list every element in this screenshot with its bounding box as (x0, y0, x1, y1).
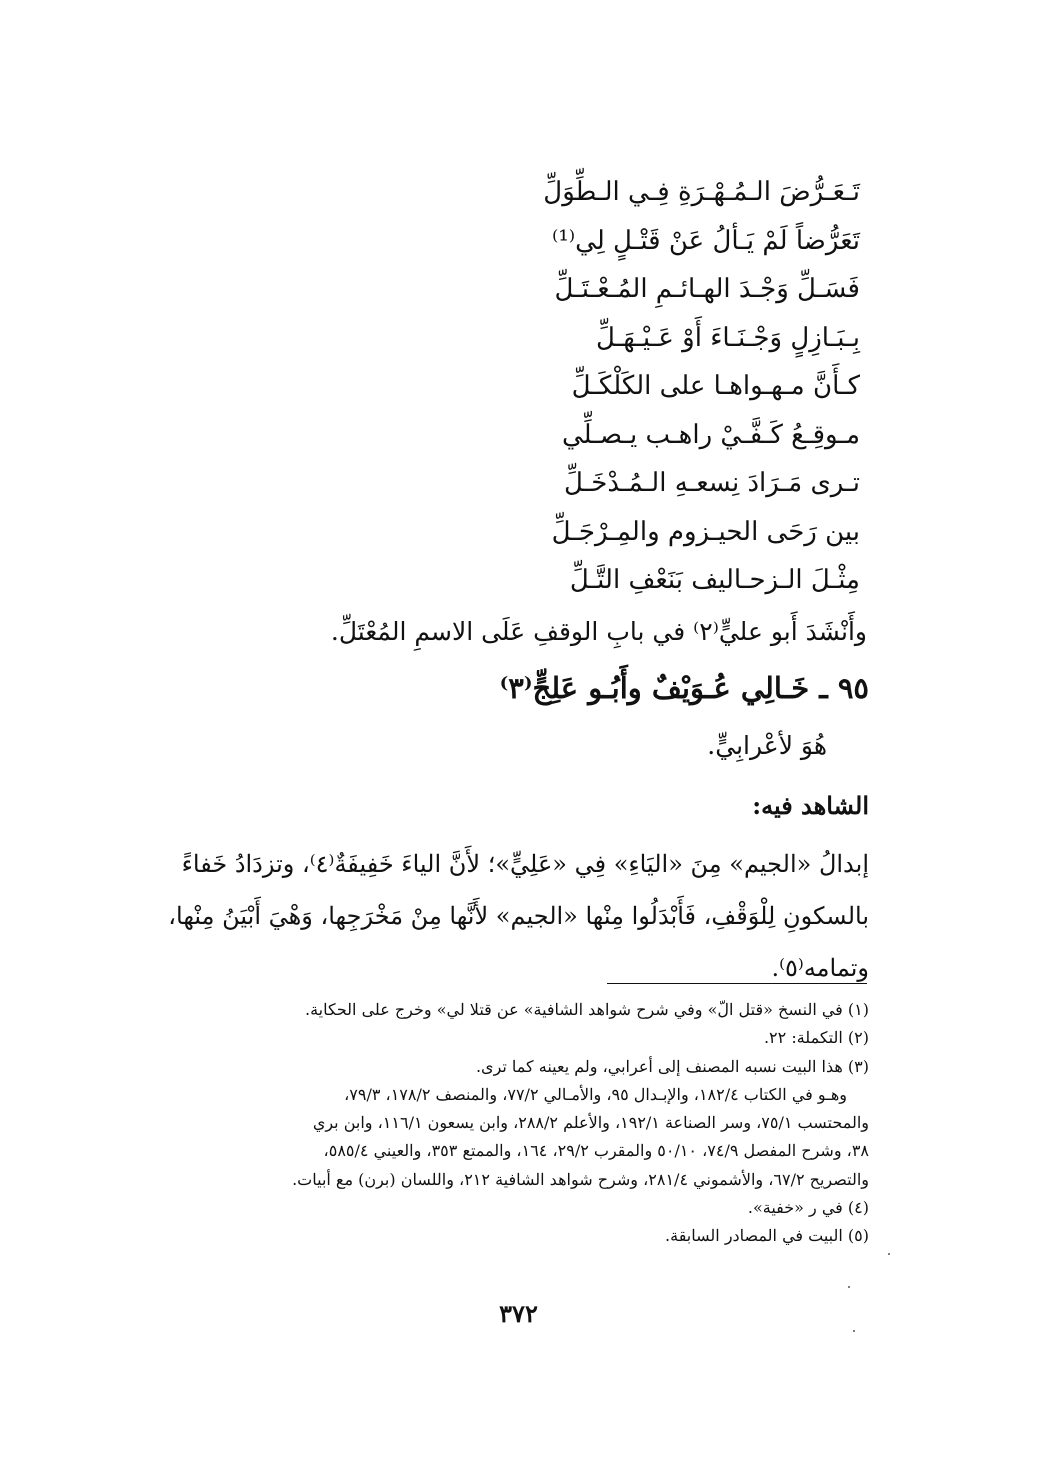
scan-speck (888, 1253, 890, 1255)
footnote-line: والمحتسب ٧٥/١، وسر الصناعة ١٩٢/١، والأعلم ٢٨٨/٢، وابن يسعون ١١٦/١، وابن بري (312, 1113, 869, 1133)
footnote-line: (٤) في ر «خفية». (747, 1198, 869, 1218)
body-line: إبدالُ «الجيم» مِنَ «اليَاءِ» فِي «عَلِيٍّ»؛ لأَنَّ الياءَ خَفِيفَةٌ⁽٤⁾، وتزدَادُ خَفاءً (181, 850, 869, 878)
poem-line: فَسَـلِّ وَجْـدَ الهـائـمِ المُـعْـتَـلِّ (554, 274, 860, 304)
poem-line: مِثْـلَ الـزحـاليف بَنَعْفِ التَّـلِّ (569, 565, 860, 595)
footnote-line: (٢) التكملة: ٢٢. (763, 1028, 869, 1048)
footnotes-block (169, 996, 869, 1251)
footnote-line: (١) في النسخ «قتل الّ» وفي شرح شواهد الشافية» عن قتلا لي» وخرج على الحكاية. (305, 1000, 869, 1019)
poem-line: تَعَرُّضاً لَمْ يَـألُ عَنْ قَتْـلٍ لِي⁽¹⁾ (551, 225, 860, 256)
body-paragraph (169, 838, 869, 994)
poem-line: تَـعَـرُّضَ الـمُـهْـرَةِ فِـي الـطِّوَلِّ (543, 177, 860, 207)
poem-line: تـرى مَـرَادَ نِسعـهِ الـمُـدْخَـلِّ (563, 468, 860, 498)
footnote-divider (607, 983, 867, 984)
attribution-line: هُوَ لأعْرابِيٍّ. (707, 731, 827, 760)
footnote-line: والتصريح ٦٧/٢، والأشموني ٢٨١/٤، وشرح شواهد الشافية ٢١٢، واللسان (برن) مع أبيات. (292, 1169, 869, 1189)
body-line: وتمامه⁽٥⁾. (771, 954, 869, 982)
poem-line: بِـبَـازِلٍ وَجْـنَـاءَ أَوْ عَـيْـهَـلِّ (596, 322, 860, 353)
evidence-subheading: الشاهد فيه: (752, 791, 869, 820)
footnote-line: وهـو في الكتاب ١٨٢/٤، والإبـدال ٩٥، والأمـالي ٧٧/٢، والمنصف ١٧٨/٢، ٧٩/٣، (344, 1084, 847, 1104)
poem-block (320, 168, 860, 605)
intro-sentence: وأَنْشَدَ أَبو عليٍّ⁽٢⁾ في بابِ الوقفِ عَلَى الاسمِ المُعْتَلِّ. (330, 617, 867, 646)
footnote-line: ٣٨، وشرح المفصل ٧٤/٩، ٥٠/١٠ والمقرب ٢٩/٢، ١٦٤، والممتع ٣٥٣، والعيني ٥٨٥/٤، (323, 1141, 869, 1161)
poem-line: مـوقِـعُ كَـفَّـيْ راهـب يـصـلِّي (561, 419, 860, 450)
poem-line: بين رَحَى الحيـزوم والمِـرْجَـلِّ (551, 516, 860, 547)
poem-line: كـأَنَّ مـهـواهـا على الكَلْكَـلِّ (571, 371, 860, 401)
section-heading: ٩٥ ـ خَـالِي عُـوَيْفٌ وأَبُـو عَلِجٍّ⁽٣⁾ (499, 671, 869, 705)
footnote-line: (٣) هذا البيت نسبه المصنف إلى أعرابي، ولم يعينه كما ترى. (475, 1056, 869, 1076)
body-line: بالسكونِ لِلْوَقْفِ، فَأَبْدَلُوا مِنْها «الجيم» لأَنَّها مِنْ مَخْرَجِها، وَهْيَ أَبْيَنُ مِنْها، (168, 902, 869, 930)
footnote-line: (٥) البيت في المصادر السابقة. (665, 1226, 869, 1246)
scan-speck (853, 1330, 855, 1332)
page-number: ٣٧٢ (499, 1299, 538, 1328)
scan-speck (848, 1286, 850, 1288)
